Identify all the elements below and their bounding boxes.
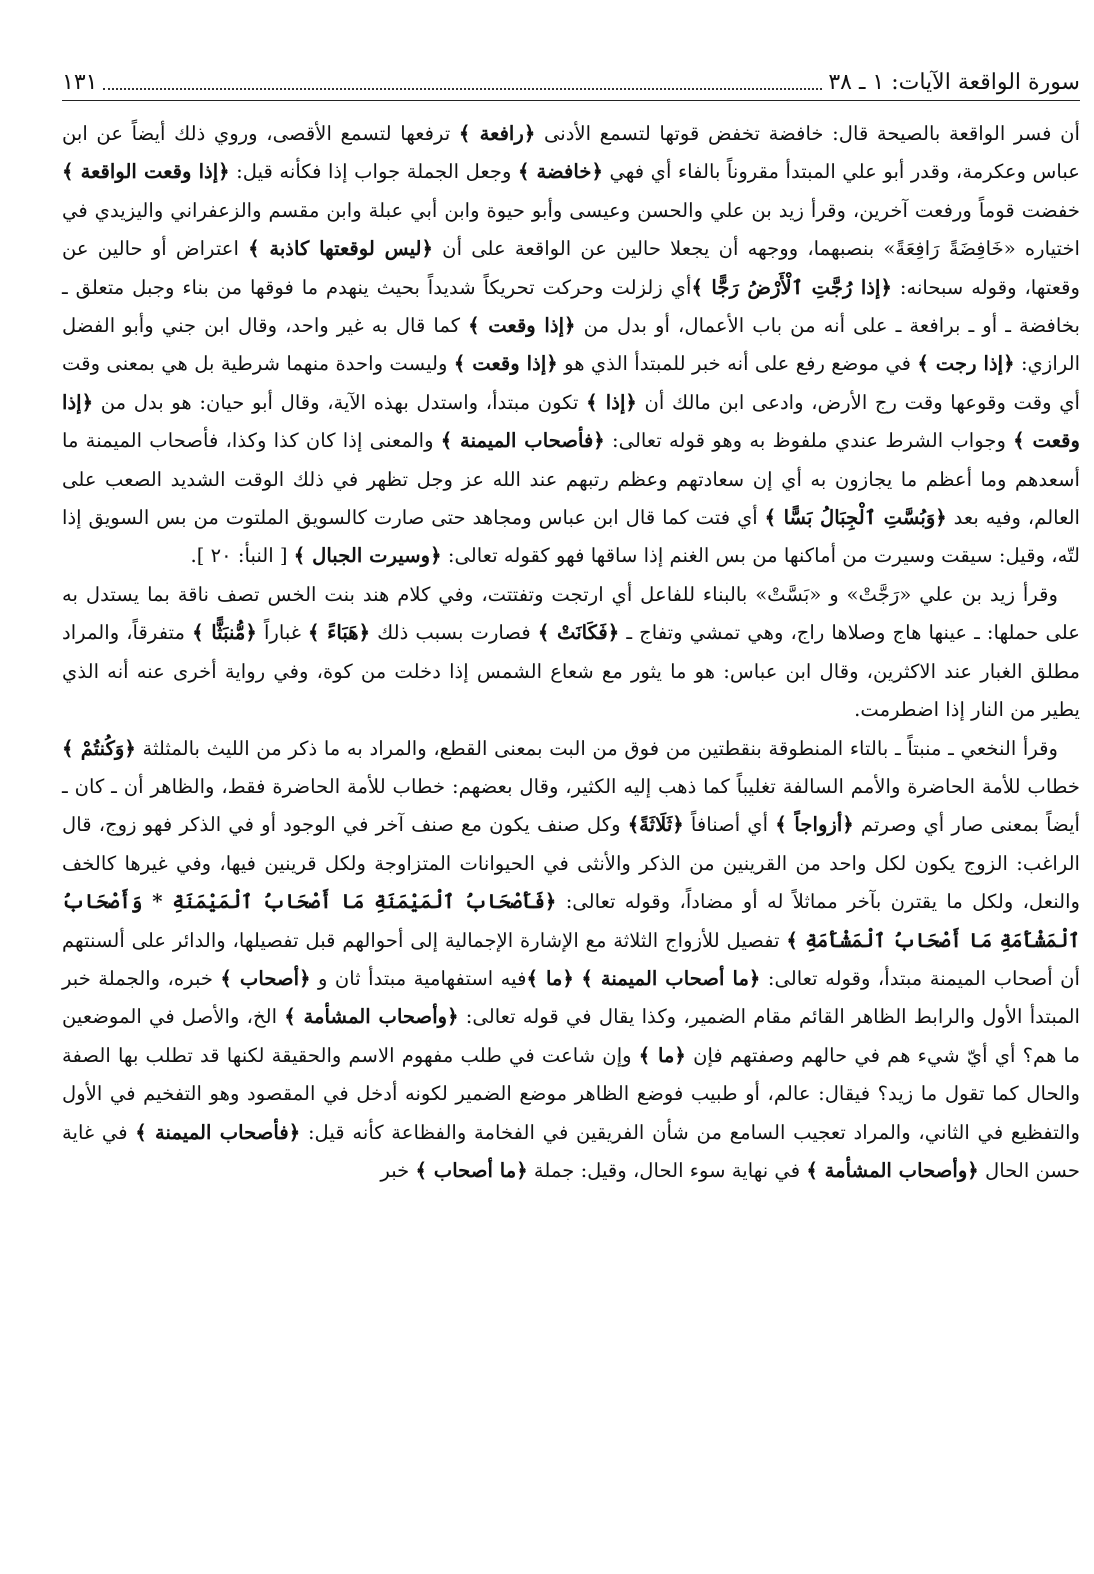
page-header <box>62 58 1080 101</box>
quran-quote: ﴿أصحاب ﴾ <box>220 966 311 990</box>
quran-quote: ﴿إذا وقعت ﴾ <box>468 314 576 338</box>
text-run: خفضت قوماً ورفعت آخرين، وقرأ زيد بن علي والحسن وعيسى وأبو حيوة وابن أبي عبلة وابن مقسم والزعفراني واليزيدي في اختياره «خَافِضَةً رَافِعَةً» بنصبهما، ووجهه أن يجعلا حالين عن الواقعة على أن <box>62 198 1080 261</box>
text-run: كما قال به غير واحد، وقال ابن جني وأبو الفضل الرازي: <box>62 314 1081 376</box>
quran-quote: ﴿إذا وقعت الواقعة ﴾ <box>62 160 230 184</box>
quran-quote: ﴿ما أصحاب ﴾ <box>415 1158 528 1182</box>
text-run: اعتراض أو حالين عن وقعتها، وقوله سبحانه: <box>62 237 1081 299</box>
text-run: وجعل الجملة جواب إذا فكأنه قيل: <box>229 160 518 184</box>
text-run: وإن شاعت في طلب مفهوم الاسم والحقيقة لكنها قد تطلب بها الصفة والحال كما تقول ما زيد؟ فيقال: عالم، أو طبيب فوضع الظاهر موضع الضمير لكونه أدخل في المقصود وهو التفخيم في الأول والتفظيع في الثاني، والمراد تعجيب السامع من شأن الفريقين في الفخامة والفظاعة كأنه قيل: <box>62 1043 1080 1144</box>
quran-quote: ﴿فَكَانَتْ ﴾ <box>537 621 620 645</box>
quran-quote: ﴿ليس لوقعتها كاذبة ﴾ <box>248 237 434 261</box>
text-run: خبره، والجملة خبر المبتدأ الأول والرابط الظاهر القائم مقام الضمير، وكذا يقال في قوله تعالى: <box>62 966 1081 1029</box>
text-run: [ النبأ: ٢٠ ]. <box>190 544 294 568</box>
quran-quote: ﴿وَبُسَّتِ ٱلْجِبَالُ بَسًّا ﴾ <box>764 506 947 530</box>
quran-quote: ﴿ما ﴾ <box>638 1043 686 1067</box>
quran-quote: ﴿وأصحاب المشأمة ﴾ <box>806 1158 979 1182</box>
quran-quote: ﴿فأصحاب الميمنة ﴾ <box>440 429 605 453</box>
quran-quote: ﴿ما ﴾ <box>526 966 574 990</box>
quran-quote: ﴿وأصحاب المشأمة ﴾ <box>284 1005 459 1029</box>
page-body <box>62 115 1080 1190</box>
text-run: أن فسر الواقعة بالصيحة قال: خافضة تخفض قوتها لتسمع الأدنى <box>535 122 1080 145</box>
paragraph <box>62 576 1080 730</box>
book-page <box>62 58 1080 1558</box>
paragraph <box>62 730 1080 1191</box>
quran-quote: ﴿وَكُنتُمْ ﴾ <box>62 736 136 760</box>
quran-quote: ﴿خافضة ﴾ <box>517 160 603 184</box>
quran-quote: ﴿مُّنبَثًّا ﴾ <box>192 621 257 645</box>
text-run: الخ، والأصل في الموضعين ما هم؟ أي أيّ شيء هم في حالهم وصفتهم فإن <box>62 1005 1081 1067</box>
text-run: وقرأ زيد بن علي «رَجَّتْ» و «بَسَّتْ» بالبناء للفاعل أي ارتجت وتفتتت، وفي كلام هند بنت الخس تصف ناقة بما يستدل به على حملها: ـ عينها هاج وصلاها راج، وهي تمشي وتفاج ـ <box>62 582 1080 645</box>
text-run: تفصيل للأزواج الثلاثة مع الإشارة الإجمالية إلى أحوالهم قبل تفصيلها، والدائر على ألسنتهم أن أصحاب الميمنة مبتدأ، وقوله تعالى: <box>62 928 1080 990</box>
text-run: في موضع رفع على أنه خبر للمبتدأ الذي هو <box>557 352 918 376</box>
quran-quote: ﴿إذا وقعت ﴾ <box>62 390 1080 453</box>
quran-quote: ﴿إذا رُجَّتِ ٱلْأَرْضُ رَجًّا ﴾ <box>691 275 892 299</box>
text-run: خبر <box>380 1158 416 1182</box>
page-number: ١٣١ <box>62 70 98 95</box>
quran-quote: ﴿رافعة ﴾ <box>458 122 536 145</box>
quran-quote: ﴿ثَلَاثَةً﴾ <box>627 813 684 837</box>
text-run: غباراً <box>256 621 309 645</box>
text-run: وليست واحدة منهما شرطية بل هي بمعنى وقت أي وقت وقوعها وقت رج الأرض، وادعى ابن مالك أن <box>62 352 1080 414</box>
text-run: أي فتت كما قال ابن عباس ومجاهد حتى صارت كالسويق الملتوت من بس السويق إذا لتّه، وقيل: سيقت وسيرت من أماكنها من بس الغنم إذا ساقها فهو كقوله تعالى: <box>62 506 1080 568</box>
text-run: أي أصنافاً <box>683 813 776 837</box>
paragraph <box>62 115 1080 576</box>
quran-quote: ﴿وسيرت الجبال ﴾ <box>293 544 442 568</box>
text-run: خطاب للأمة الحاضرة والأمم السالفة تغليباً كما ذهب إليه الكثير، وقال بعضهم: خطاب للأمة الحاضرة فقط، والظاهر أن ـ كان ـ أيضاً بمعنى صار أي وصرتم <box>62 774 1080 837</box>
text-run: وجواب الشرط عندي ملفوظ به وهو قوله تعالى: <box>604 429 1014 453</box>
text-run: فصارت بسبب ذلك <box>370 621 538 645</box>
quran-quote: ﴿أزواجاً ﴾ <box>775 813 854 837</box>
quran-quote: ﴿فأصحاب الميمنة ﴾ <box>135 1120 301 1144</box>
text-run: والمعنى إذا كان كذا وكذا، فأصحاب الميمنة ما أسعدهم وما أعظم ما يجازون به أي إن سعادتهم وعظم رتبهم عند الله عز وجل تظهر في ذلك الوقت الشديد الصعب على العالم، وفيه بعد <box>62 429 1080 530</box>
text-run: وكل صنف يكون مع صنف آخر في الوجود أو في الذكر فهو زوج، قال الراغب: الزوج يكون لكل واحد من القرينين من الذكر والأنثى في الحيوانات المتزاوجة ولكل قرينين فيها، وفي غيرها كالخف والنعل، ولكل ما يقترن بآخر مماثلاً له أو مضاداً، وقوله تعالى: <box>62 813 1080 914</box>
quran-quote: ﴿هَبَاءً ﴾ <box>308 621 371 645</box>
quran-quote: ﴿إذا ﴾ <box>586 390 637 414</box>
text-run: في غاية حسن الحال <box>62 1120 1080 1182</box>
header-leader-dots <box>103 87 822 90</box>
text-run: فيه استفهامية مبتدأ ثان و <box>310 966 527 990</box>
text-run: في نهاية سوء الحال، وقيل: جملة <box>527 1158 807 1182</box>
quran-quote: ﴿ما أصحاب الميمنة ﴾ <box>581 966 761 990</box>
text-run: متفرقاً، والمراد مطلق الغبار عند الاكثرين، وقال ابن عباس: هو ما يثور مع شعاع الشمس إذا دخلت من كوة، وفي رواية أخرى عنه أنه الذي يطير من النار إذا اضطرمت. <box>62 621 1080 722</box>
text-run: أي زلزلت وحركت تحريكاً شديداً بحيث ينهدم ما فوقها من بناء وجبل متعلق ـ بخافضة ـ أو ـ برافعة ـ على أنه من باب الأعمال، أو بدل من <box>62 275 1080 338</box>
text-run: تكون مبتدأ، واستدل بهذه الآية، وقال أبو حيان: هو بدل من <box>93 390 587 414</box>
running-title: سورة الواقعة الآيات: ١ ـ ٣٨ <box>828 70 1080 95</box>
quran-quote: ﴿إذا وقعت ﴾ <box>453 352 558 376</box>
text-run: ترفعها لتسمع الأقصى، وروي ذلك أيضاً عن ابن عباس وعكرمة، وقدر أبو علي المبتدأ مقروناً بالفاء أي فهي <box>62 122 1080 184</box>
text-run: وقرأ النخعي ـ منبتاً ـ بالتاء المنطوقة بنقطتين من فوق من البت بمعنى القطع، والمراد به ما ذكر من الليث بالمثلثة <box>135 736 1058 760</box>
quran-quote: ﴿إذا رجت ﴾ <box>917 352 1015 376</box>
quran-quote: ﴿فَأَصْحَابُ ٱلْمَيْمَنَةِ مَا أَصْحَابُ ٱلْمَيْمَنَةِ * وَأَصْحَابُ ٱلْمَشْأَمَةِ مَا أَصْحَابُ ٱلْمَشْأَمَةِ ﴾ <box>62 890 1081 952</box>
